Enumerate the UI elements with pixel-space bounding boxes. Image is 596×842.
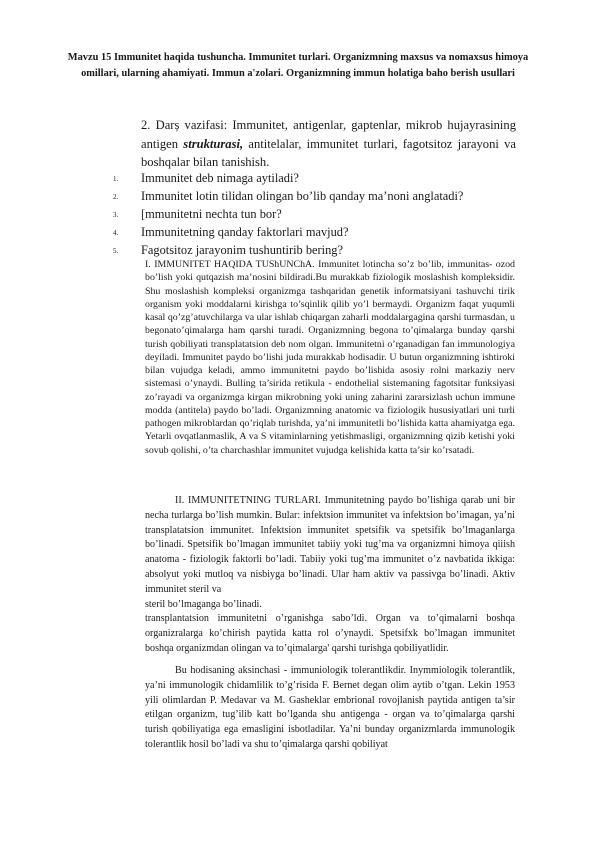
question-number: 1.	[113, 175, 119, 184]
task-prefix: 2. Darș vazifasi: Immunitet, antigenlar, gaptenlar, mikrob hujayrasining antigen	[141, 118, 516, 151]
question-item	[113, 205, 533, 224]
types-line: steril bo’lmaganga bo’linadi.	[145, 598, 262, 610]
question-text: [mmunitetni nechta tun bor?	[141, 207, 282, 221]
question-number: 4.	[113, 229, 119, 238]
section-immunity-concept: I. IMMUNITET HAQIDA TUShUNChA. Immunitet lotincha so’z bo’lib, immunitas- ozod bo’lish yoki qutqazish ma’nosini bildiradi.Bu murakkab fiziologik moslashish kompleksidir. Shu moslashish kompleksi organizmga tashqaridan genetik informatsiyani tashuvchi tirik organism yoki moddalarni kirishga to’sqinlik qilib yo’l bermaydi. Organizm faqat yuqumli kasal qo’zg’atuvchilarga va ular ishlab chiqargan zaharli moddalargagina qarshi turmasdan, u begonato’qimalarga ham qarshi turadi. Organizmning begona to’qimalarga bunday qarshi turish qobiliyati transplatatsion deb nom olgan. Immunitetni o’rganadigan fan immunologiya deyiladi. Immunitet paydo bo’lishi juda murakkab hodisadir. U butun organizmning ishtiroki bilan vujudga keladi, ammo immunitetni paydo bo’lishida asosiy rolni markaziy nerv sistemasi o’ynaydi. Bulling ta’sirida retikula - endothelial sistemaning fagotsitar funksiyasi zo’rayadi va organizmga kirgan mikrobning yoki uning zaharini zararsizlash uchun immune modda (antitela) paydo bo’ladi. Organizmning anatomic va fiziologik hususiyatlari uni turli pathogen mikroblardan qo’riqlab turishda, ya’ni immunitetli bo’lishida katta ahamiyatga ega. Yetarli ovqatlanmaslik, A va S vitaminlarning yetishmasligi, organizmning qizib ketishi yoki sovub qolishi, o’ta charchashlar immunitet vujudga kelishida katta ta’sir ko’rsatadi.	[145, 259, 515, 456]
question-number: 2.	[113, 193, 119, 202]
types-heading: II. IMMUNITETNING TURLARI.	[175, 495, 321, 506]
section-tolerance: Bu hodisaning aksinchasi - immuniologik tolerantlikdir. Inymmiologik tolerantlik, ya’ni immunologik chidamlilik to’g’risida F. Bernet degan olim aytib o’tgan. Lekin 1953 yili olimlardan P. Medavar va M. Gasheklar embrional rovojlanish paytida antigen ta’sir etilgan organizm, tug’ilib katt bo’lganda shu antigenga - organ va to’qimalarga qarshi turish qobiliyatiga ega emasligini isbotladilar. Ya’ni bunday organizmlarda immunologik tolerantlik hosil bo’ladi va shu to’qimalarga qarshi qobiliyat	[145, 665, 515, 750]
types-paragraph-2: transplantatsion immunitetni o’rganishga sabo’ldi. Organ va to’qimalarni boshqa organizralarga ko’chirish paytida katta rol o’ynaydi. Spetsifxk bo’lmagan immunitet boshqa organizmdan olingan va to’qimalarga' qarshi turishga qobiliyatlidir.	[145, 613, 515, 654]
question-item	[113, 223, 533, 242]
task-suffix: antitelalar, immunitet turlari, fagotsitoz jarayoni va boshqalar bilan tanishish.	[141, 136, 516, 169]
question-item	[113, 169, 533, 188]
page-title: Mavzu 15 Immunitet haqida tushuncha. Immunitet turlari. Organizmning maxsus va nomaxsus himoya omillari, ularning ahamiyati. Immun a'zolari. Organizmning immun holatiga baho berish usullari	[67, 52, 529, 79]
types-body: Immunitetning paydo bo’lishiga qarab uni bir necha turlarga bo’lish mumkin. Bular: infektsion immunitet va infektsion bo’imagan, ya’ni transplatatsion immunitet. Infektsion immunitet spetsifik va spetsifik bo’lmaganlarga bo’linadi. Spetsifik bo’lmagan immunitet tabiiy yoki tug’ma va organizmni himoya qiiish anatoma - fiziologik faktorli bo’ladi. Tabiiy yoki tug’ma immunitet o’z navbatida ikkiga: absolyut yoki mutloq va nisbiyga bo’linadi. Ular ham aktiv va passivga bo’linadi. Aktiv immunitet steril va	[145, 495, 515, 595]
question-item	[113, 187, 533, 206]
question-text: Immunitet deb nimaga aytiladi?	[141, 171, 299, 185]
question-text: Immunitet lotin tilidan olingan bo’lib qanday ma’noni anglatadi?	[141, 189, 464, 203]
task-emphasis: strukturasi,	[183, 136, 244, 151]
question-number: 5.	[113, 247, 119, 256]
question-text: Fagotsitoz jarayonim tushuntirib bering?	[141, 243, 344, 257]
section-immunity-types	[145, 494, 515, 657]
lesson-task	[141, 116, 516, 172]
types-paragraph	[145, 494, 515, 598]
question-text: Immunitetning qanday faktorlari mavjud?	[141, 225, 349, 239]
question-number: 3.	[113, 211, 119, 220]
